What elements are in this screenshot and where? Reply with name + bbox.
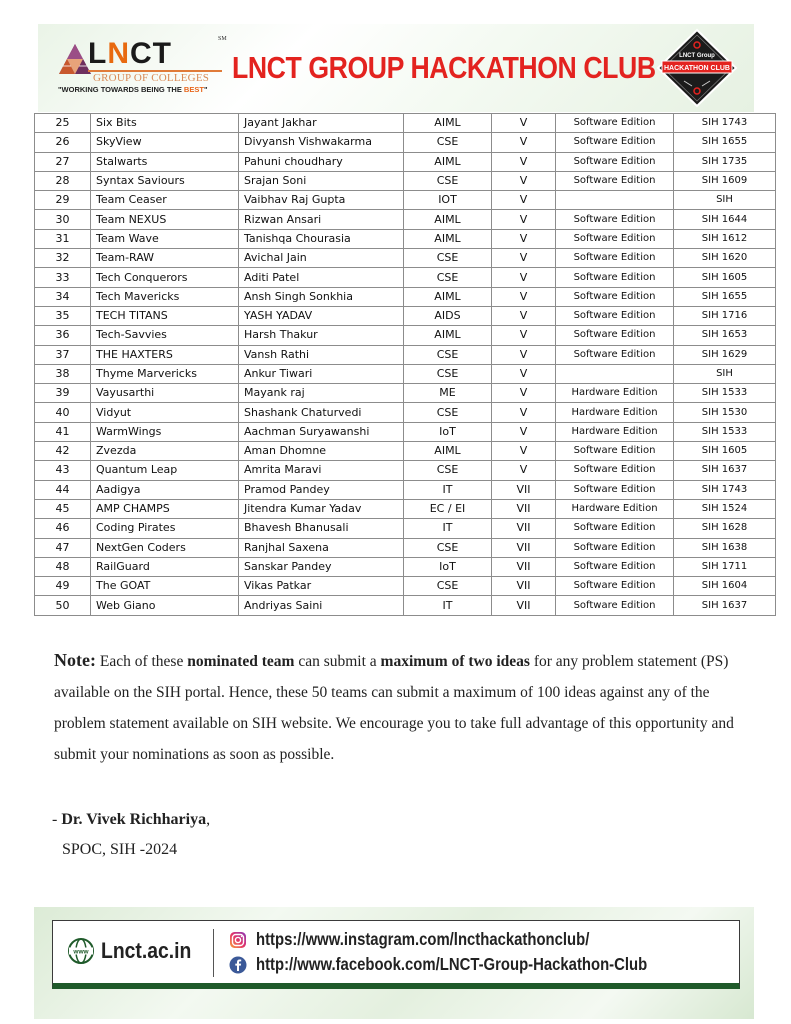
cell-team-name: Vidyut <box>91 403 239 422</box>
service-mark: SM <box>218 36 227 42</box>
cell-serial-no: 50 <box>35 596 91 615</box>
table-row <box>35 384 776 403</box>
table-row <box>35 480 776 499</box>
cell-team-name: RailGuard <box>91 557 239 576</box>
cell-team-leader: Amrita Maravi <box>239 461 404 480</box>
cell-serial-no: 44 <box>35 480 91 499</box>
cell-edition <box>556 364 674 383</box>
table-row <box>35 268 776 287</box>
cell-serial-no: 27 <box>35 152 91 171</box>
cell-branch: EC / EI <box>404 499 492 518</box>
cell-edition: Hardware Edition <box>556 403 674 422</box>
cell-edition: Software Edition <box>556 152 674 171</box>
cell-semester: VII <box>492 577 556 596</box>
cell-serial-no: 42 <box>35 442 91 461</box>
cell-team-leader: Andriyas Saini <box>239 596 404 615</box>
table-row <box>35 287 776 306</box>
cell-serial-no: 47 <box>35 538 91 557</box>
cell-semester: V <box>492 249 556 268</box>
cell-serial-no: 39 <box>35 384 91 403</box>
cell-edition: Software Edition <box>556 171 674 190</box>
table-row <box>35 442 776 461</box>
note-label: Note: <box>54 650 96 670</box>
table-row <box>35 152 776 171</box>
note-paragraph: Note: Each of these nominated team can submit a maximum of two ideas for any problem statement (PS) available on the SIH portal. Hence, these 50 teams can submit a maximum of 100 ideas against any of the problem statement available on SIH website. We encourage you to take full advantage of this opportunity and submit your nominations as soon as possible. <box>54 650 734 763</box>
table-row <box>35 345 776 364</box>
cell-team-leader: Ankur Tiwari <box>239 364 404 383</box>
cell-problem-statement: SIH 1638 <box>674 538 776 557</box>
cell-branch: CSE <box>404 133 492 152</box>
hackathon-club-badge-icon <box>656 28 738 108</box>
cell-problem-statement: SIH 1533 <box>674 422 776 441</box>
lnct-wordmark: LNCT <box>88 37 172 70</box>
cell-edition: Software Edition <box>556 306 674 325</box>
cell-semester: V <box>492 152 556 171</box>
instagram-url: https://www.instagram.com/lncthackathonclub/ <box>256 929 590 949</box>
cell-team-name: NextGen Coders <box>91 538 239 557</box>
cell-team-name: The GOAT <box>91 577 239 596</box>
cell-team-leader: Aachman Suryawanshi <box>239 422 404 441</box>
cell-team-leader: Avichal Jain <box>239 249 404 268</box>
cell-team-name: WarmWings <box>91 422 239 441</box>
cell-semester: V <box>492 210 556 229</box>
svg-text:www: www <box>73 948 89 956</box>
cell-team-name: Web Giano <box>91 596 239 615</box>
cell-team-leader: Aditi Patel <box>239 268 404 287</box>
cell-edition: Software Edition <box>556 210 674 229</box>
cell-edition: Software Edition <box>556 249 674 268</box>
group-of-colleges: GROUP OF COLLEGES <box>93 72 210 84</box>
cell-branch: AIML <box>404 326 492 345</box>
cell-team-name: Thyme Marvericks <box>91 364 239 383</box>
cell-serial-no: 29 <box>35 191 91 210</box>
cell-team-leader: Vansh Rathi <box>239 345 404 364</box>
table-row <box>35 171 776 190</box>
cell-problem-statement: SIH 1628 <box>674 519 776 538</box>
cell-team-name: Team-RAW <box>91 249 239 268</box>
table-body <box>35 114 776 616</box>
cell-semester: VII <box>492 557 556 576</box>
cell-problem-statement: SIH 1609 <box>674 171 776 190</box>
cell-team-name: Quantum Leap <box>91 461 239 480</box>
cell-team-name: AMP CHAMPS <box>91 499 239 518</box>
table-row <box>35 519 776 538</box>
cell-edition: Software Edition <box>556 596 674 615</box>
nominated-teams-table <box>34 113 775 616</box>
cell-semester: V <box>492 461 556 480</box>
cell-serial-no: 26 <box>35 133 91 152</box>
facebook-link[interactable] <box>229 952 716 977</box>
cell-problem-statement: SIH 1530 <box>674 403 776 422</box>
cell-team-name: Coding Pirates <box>91 519 239 538</box>
cell-edition <box>556 191 674 210</box>
cell-branch: IoT <box>404 557 492 576</box>
cell-semester: V <box>492 403 556 422</box>
cell-serial-no: 43 <box>35 461 91 480</box>
cell-branch: AIML <box>404 210 492 229</box>
table-row <box>35 557 776 576</box>
cell-problem-statement: SIH 1653 <box>674 326 776 345</box>
cell-semester: V <box>492 133 556 152</box>
cell-semester: V <box>492 442 556 461</box>
cell-edition: Software Edition <box>556 557 674 576</box>
cell-semester: V <box>492 191 556 210</box>
triangle-logo-icon <box>58 42 92 76</box>
footer-divider <box>213 929 214 977</box>
cell-edition: Software Edition <box>556 268 674 287</box>
cell-edition: Software Edition <box>556 345 674 364</box>
signature: - Dr. Vivek Richhariya, SPOC, SIH -2024 <box>52 805 210 865</box>
cell-branch: IT <box>404 480 492 499</box>
cell-branch: AIML <box>404 229 492 248</box>
cell-problem-statement: SIH 1629 <box>674 345 776 364</box>
cell-semester: VII <box>492 499 556 518</box>
instagram-link[interactable] <box>229 927 716 952</box>
cell-branch: CSE <box>404 403 492 422</box>
cell-edition: Hardware Edition <box>556 499 674 518</box>
table-row <box>35 403 776 422</box>
cell-team-name: Tech-Savvies <box>91 326 239 345</box>
cell-semester: V <box>492 306 556 325</box>
cell-team-name: Aadigya <box>91 480 239 499</box>
table-row <box>35 422 776 441</box>
website-text: Lnct.ac.in <box>101 938 192 963</box>
cell-semester: VII <box>492 519 556 538</box>
cell-team-name: Stalwarts <box>91 152 239 171</box>
cell-team-name: Tech Conquerors <box>91 268 239 287</box>
cell-team-leader: Sanskar Pandey <box>239 557 404 576</box>
cell-team-leader: YASH YADAV <box>239 306 404 325</box>
cell-team-leader: Vikas Patkar <box>239 577 404 596</box>
cell-team-leader: Ansh Singh Sonkhia <box>239 287 404 306</box>
signatory-role: SPOC, SIH -2024 <box>62 841 178 858</box>
cell-problem-statement: SIH 1644 <box>674 210 776 229</box>
website-link[interactable] <box>67 937 204 965</box>
cell-branch: IT <box>404 519 492 538</box>
cell-branch: CSE <box>404 364 492 383</box>
club-title: LNCT GROUP HACKATHON CLUB <box>232 50 656 85</box>
cell-serial-no: 37 <box>35 345 91 364</box>
facebook-icon <box>229 956 247 974</box>
cell-team-name: TECH TITANS <box>91 306 239 325</box>
cell-serial-no: 48 <box>35 557 91 576</box>
instagram-icon <box>229 931 247 949</box>
cell-serial-no: 49 <box>35 577 91 596</box>
cell-serial-no: 28 <box>35 171 91 190</box>
cell-team-name: Syntax Saviours <box>91 171 239 190</box>
header-banner <box>38 24 754 112</box>
cell-problem-statement: SIH 1743 <box>674 114 776 133</box>
cell-semester: V <box>492 268 556 287</box>
cell-problem-statement: SIH 1711 <box>674 557 776 576</box>
cell-team-leader: Aman Dhomne <box>239 442 404 461</box>
cell-branch: AIML <box>404 114 492 133</box>
cell-semester: V <box>492 345 556 364</box>
cell-serial-no: 40 <box>35 403 91 422</box>
table-row <box>35 577 776 596</box>
tagline: "WORKING TOWARDS BEING THE BEST" <box>58 85 208 94</box>
cell-edition: Software Edition <box>556 519 674 538</box>
cell-problem-statement: SIH 1533 <box>674 384 776 403</box>
cell-team-name: Team Wave <box>91 229 239 248</box>
cell-team-leader: Pramod Pandey <box>239 480 404 499</box>
cell-semester: V <box>492 229 556 248</box>
cell-semester: V <box>492 384 556 403</box>
cell-serial-no: 34 <box>35 287 91 306</box>
cell-problem-statement: SIH 1612 <box>674 229 776 248</box>
cell-serial-no: 45 <box>35 499 91 518</box>
cell-team-leader: Divyansh Vishwakarma <box>239 133 404 152</box>
cell-team-leader: Harsh Thakur <box>239 326 404 345</box>
cell-branch: AIML <box>404 442 492 461</box>
cell-team-leader: Shashank Chaturvedi <box>239 403 404 422</box>
cell-branch: ME <box>404 384 492 403</box>
cell-edition: Software Edition <box>556 287 674 306</box>
cell-branch: IOT <box>404 191 492 210</box>
cell-branch: IT <box>404 596 492 615</box>
cell-team-leader: Rizwan Ansari <box>239 210 404 229</box>
www-globe-icon <box>67 937 95 965</box>
table-row <box>35 249 776 268</box>
cell-edition: Hardware Edition <box>556 422 674 441</box>
cell-branch: CSE <box>404 577 492 596</box>
cell-branch: AIDS <box>404 306 492 325</box>
cell-team-name: Six Bits <box>91 114 239 133</box>
cell-serial-no: 46 <box>35 519 91 538</box>
signatory-name: Dr. Vivek Richhariya <box>61 811 207 828</box>
cell-team-leader: Bhavesh Bhanusali <box>239 519 404 538</box>
cell-semester: V <box>492 326 556 345</box>
cell-problem-statement: SIH 1655 <box>674 133 776 152</box>
cell-serial-no: 35 <box>35 306 91 325</box>
cell-edition: Software Edition <box>556 133 674 152</box>
cell-team-leader: Ranjhal Saxena <box>239 538 404 557</box>
cell-problem-statement: SIH <box>674 191 776 210</box>
table-row <box>35 133 776 152</box>
cell-edition: Software Edition <box>556 229 674 248</box>
cell-problem-statement: SIH 1637 <box>674 461 776 480</box>
cell-problem-statement: SIH 1735 <box>674 152 776 171</box>
cell-problem-statement: SIH 1604 <box>674 577 776 596</box>
table-row <box>35 114 776 133</box>
cell-serial-no: 33 <box>35 268 91 287</box>
table-row <box>35 191 776 210</box>
cell-team-leader: Tanishqa Chourasia <box>239 229 404 248</box>
cell-branch: CSE <box>404 461 492 480</box>
cell-semester: V <box>492 364 556 383</box>
cell-team-leader: Jitendra Kumar Yadav <box>239 499 404 518</box>
cell-semester: V <box>492 287 556 306</box>
cell-semester: VII <box>492 480 556 499</box>
cell-edition: Software Edition <box>556 577 674 596</box>
cell-problem-statement: SIH <box>674 364 776 383</box>
cell-semester: V <box>492 171 556 190</box>
cell-edition: Software Edition <box>556 480 674 499</box>
svg-text:LNCT Group: LNCT Group <box>679 53 715 59</box>
table-row <box>35 538 776 557</box>
table-row <box>35 326 776 345</box>
cell-edition: Software Edition <box>556 461 674 480</box>
cell-semester: VII <box>492 596 556 615</box>
cell-problem-statement: SIH 1716 <box>674 306 776 325</box>
cell-branch: CSE <box>404 171 492 190</box>
cell-semester: V <box>492 422 556 441</box>
cell-problem-statement: SIH 1655 <box>674 287 776 306</box>
cell-branch: CSE <box>404 345 492 364</box>
cell-branch: CSE <box>404 249 492 268</box>
facebook-url: http://www.facebook.com/LNCT-Group-Hackathon-Club <box>256 954 648 974</box>
cell-branch: AIML <box>404 152 492 171</box>
cell-problem-statement: SIH 1524 <box>674 499 776 518</box>
cell-problem-statement: SIH 1743 <box>674 480 776 499</box>
table-row <box>35 364 776 383</box>
cell-branch: CSE <box>404 538 492 557</box>
cell-serial-no: 38 <box>35 364 91 383</box>
cell-serial-no: 31 <box>35 229 91 248</box>
cell-problem-statement: SIH 1637 <box>674 596 776 615</box>
cell-team-name: SkyView <box>91 133 239 152</box>
cell-problem-statement: SIH 1605 <box>674 268 776 287</box>
table-row <box>35 229 776 248</box>
cell-edition: Software Edition <box>556 114 674 133</box>
cell-serial-no: 32 <box>35 249 91 268</box>
cell-branch: CSE <box>404 268 492 287</box>
table-row <box>35 596 776 615</box>
cell-team-name: Team NEXUS <box>91 210 239 229</box>
cell-serial-no: 41 <box>35 422 91 441</box>
cell-edition: Software Edition <box>556 538 674 557</box>
cell-branch: AIML <box>404 287 492 306</box>
cell-team-leader: Jayant Jakhar <box>239 114 404 133</box>
cell-team-leader: Mayank raj <box>239 384 404 403</box>
table-row <box>35 499 776 518</box>
cell-serial-no: 25 <box>35 114 91 133</box>
cell-branch: IoT <box>404 422 492 441</box>
cell-team-name: Zvezda <box>91 442 239 461</box>
cell-edition: Hardware Edition <box>556 384 674 403</box>
svg-text:HACKATHON CLUB: HACKATHON CLUB <box>664 65 730 72</box>
table-row <box>35 461 776 480</box>
cell-serial-no: 36 <box>35 326 91 345</box>
cell-team-name: Team Ceaser <box>91 191 239 210</box>
cell-semester: VII <box>492 538 556 557</box>
cell-problem-statement: SIH 1620 <box>674 249 776 268</box>
footer-contact-card <box>52 920 740 989</box>
social-links <box>229 927 716 977</box>
cell-team-name: THE HAXTERS <box>91 345 239 364</box>
cell-edition: Software Edition <box>556 442 674 461</box>
cell-team-name: Vayusarthi <box>91 384 239 403</box>
cell-team-name: Tech Mavericks <box>91 287 239 306</box>
lnct-logo <box>58 36 233 106</box>
cell-edition: Software Edition <box>556 326 674 345</box>
cell-team-leader: Srajan Soni <box>239 171 404 190</box>
table-row <box>35 306 776 325</box>
cell-semester: V <box>492 114 556 133</box>
cell-problem-statement: SIH 1605 <box>674 442 776 461</box>
table-row <box>35 210 776 229</box>
cell-serial-no: 30 <box>35 210 91 229</box>
cell-team-leader: Pahuni choudhary <box>239 152 404 171</box>
cell-team-leader: Vaibhav Raj Gupta <box>239 191 404 210</box>
